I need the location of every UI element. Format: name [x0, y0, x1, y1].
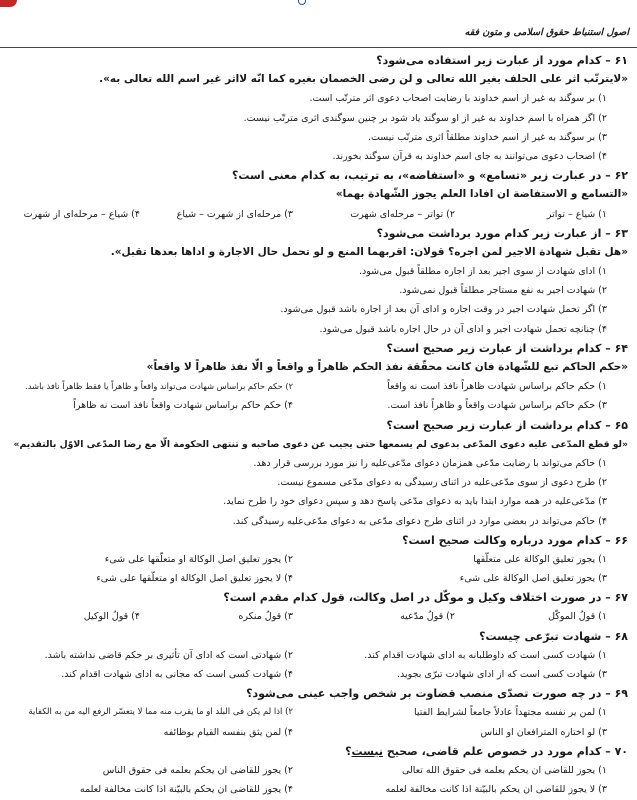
- question-68-options-row-2: [0, 665, 637, 684]
- question-68-options-row-1: [0, 646, 637, 665]
- header-divider: [0, 47, 637, 48]
- question-text: کدام مورد در خصوص علم قاضی، صحیح: [386, 744, 602, 758]
- question-69-option-1: ۱) لمن یر نفسه مجتهداً عادلاً جامعاً لشرایط الفتیا: [413, 707, 607, 719]
- question-number: ۷۰ –: [605, 744, 628, 758]
- question-text: در صورت اختلاف وکیل و موکّل در اصل وکالت، قول کدام مقدم است؟: [223, 591, 602, 605]
- question-64-quote: «حکم الحاکم تبع للشّهادة فان کانت محقّقة نفذ الحکم ظاهراً و واقعاً و الّا نفذ ظاهراً لا واقعاً»: [146, 361, 628, 373]
- question-67-option-4: ۴) قولُ الوکیل: [83, 611, 140, 623]
- question-66-options-row-1: [0, 550, 637, 569]
- question-67-option-1: ۱) قولُ الموکّل: [548, 611, 607, 623]
- question-61-option-3: ۳) بر سوگند به غیر از اسم خداوند مطلقاً اثری مترتّب نیست.: [367, 131, 607, 143]
- question-63-option-3: ۳) اگر تحمل شهادت اجیر در وقت اجاره و ادای آن بعد از اجاره باشد قبول می‌شود.: [280, 304, 607, 316]
- question-67-option-3: ۳) قولُ منکره: [238, 611, 293, 623]
- question-text: کدام مورد از عبارت زیر استفاده می‌شود؟: [376, 54, 602, 67]
- question-62-option-1: ۱) شیاع – تواتر: [546, 208, 607, 220]
- question-64-stem: [0, 339, 637, 358]
- question-70-options-row-2: [0, 780, 637, 799]
- question-64-option-4: ۴) حکم حاکم براساس شهادت واقعاً نافذ است نه ظاهراً: [73, 400, 293, 412]
- question-68-option-4: ۴) شهادت کسی است که مجانی به ادای شهادت اقدام کند.: [61, 669, 293, 680]
- question-text: شهادت تبرّعی چیست؟: [479, 629, 602, 643]
- question-70-stem: [0, 742, 637, 761]
- question-66-option-4: ۴) لا یجوز تعلیق اصل الوکالة او متعلّقها علی شیء: [96, 573, 293, 585]
- question-69-option-2: ۲) اذا لم یکن فی البلد او ما یقرب منه مما لا یتعسّر الرفع الیه من به الکفایة: [28, 707, 293, 718]
- question-70-option-2: ۲) یجوز للقاضی ان یحکم بعلمه فی حقوق الناس: [102, 764, 293, 776]
- question-61-option-2: ۲) اگر همراه با اسم خداوند به غیر از او سوگند یاد شود بر چنین سوگندی اثری مترتّب نیست.: [243, 112, 607, 124]
- exam-page: [0, 51, 637, 799]
- question-70-option-4: ۴) یجوز للقاضی ان یحکم بالبیّنة اذا کانت مخالفة لعلمه: [79, 784, 293, 796]
- question-63-option-4: ۴) چنانچه تحمل شهادت اجیر و ادای آن در حال اجاره باشد قبول می‌شود.: [319, 323, 607, 335]
- question-66-option-3: ۳) یجوز تعلیق اصل الوکالة علی شیء: [459, 573, 607, 585]
- question-70-options-row-1: [0, 761, 637, 780]
- question-text: کدام مورد درباره وکالت صحیح است؟: [402, 533, 602, 547]
- question-68-option-1: ۱) شهادت کسی است که داوطلبانه به ادای شهادت اقدام کند.: [364, 649, 607, 661]
- question-70-option-3: ۳) لا یجوز للقاضی ان یحکم بالبیّنة اذا کانت مخالفة لعلمه: [385, 784, 607, 796]
- question-67-stem: [0, 588, 637, 607]
- question-68-option-2: ۲) شهادتی است که ادای آن تأثیری بر حکم قاضی نداشته باشد.: [44, 649, 293, 661]
- question-67-option-2: ۲) قولُ مدّعیه: [400, 611, 455, 623]
- question-68-stem: [0, 627, 637, 646]
- question-number: ۶۸ –: [605, 629, 628, 643]
- question-68-option-3: ۳) شهادت کسی است که از ادای شهادت تبرّی بجوید.: [397, 669, 607, 680]
- question-62-stem: [0, 166, 637, 185]
- question-text: کدام برداشت از عبارت زیر صحیح است؟: [386, 418, 602, 432]
- question-70-option-1: ۱) یجوز للقاضی ان یحکم بعلمه فی حقوق الله تعالی: [401, 764, 607, 776]
- question-text: از عبارت زیر کدام مورد برداشت می‌شود؟: [376, 226, 602, 240]
- question-64-option-3: ۳) حکم حاکم براساس شهادت واقعاً و ظاهراً نافذ است.: [387, 400, 607, 412]
- question-61-option-4: ۴) اصحاب دعوی می‌توانند به جای اسم خداوند به قرآن سوگند بخورند.: [332, 150, 607, 162]
- question-65-option-3: ۳) مدّعی‌علیه در همه موارد ابتدا باید به دعوای مدّعی پاسخ دهد و سپس دعوای خود را طرح نماید.: [223, 496, 607, 508]
- question-61-stem: [0, 51, 637, 70]
- corner-logo-mark: [0, 0, 17, 7]
- question-63-option-2: ۲) شهادت اجیر به نفع مستاجر مطلقاً قبول نمی‌شود.: [399, 285, 607, 297]
- question-text: کدام برداشت از عبارت زیر صحیح است؟: [386, 341, 602, 355]
- question-61-quote: «لایترتّب اثر علی الحلف بغیر الله تعالی و لن رضی الخصمان بغیره کما انّه لااثر غیر اسم الله تعالی به».: [99, 73, 628, 86]
- question-number: ۶۶ –: [605, 533, 628, 547]
- question-69-option-4: ۴) لمن یثق بنفسه القیام بوظائفه: [163, 726, 293, 738]
- question-66-option-1: ۱) یجوز تعلیق الوکالة علی متعلّقها: [473, 553, 607, 565]
- question-69-option-3: ۳) لو اختاره المترافعان او الناس: [480, 726, 607, 738]
- question-66-stem: [0, 531, 637, 550]
- top-center-mark: [298, 0, 306, 5]
- question-number: ۶۹ –: [605, 687, 628, 701]
- question-number: ۶۲ –: [605, 169, 628, 183]
- question-62-quote: «التسامع و الاستفاضة ان افادا العلم یجوز الشّهادة بهما»: [335, 188, 628, 201]
- question-64-option-1: ۱) حکم حاکم براساس شهادت ظاهراً نافذ است نه واقعاً: [387, 381, 607, 393]
- question-63-quote: «هل تقبل شهادة الاجیر لمن اجره؟ قولان: اقربهما المنع و لو تحمل حال الاجارة و اداها بعدها تقبل».: [110, 245, 628, 258]
- question-62-option-3: ۳) مرحله‌ای از شهرت – شیاع: [176, 208, 293, 220]
- question-text: در چه صورت تصدّی منصب قضاوت بر شخص واجب عینی می‌شود؟: [246, 687, 602, 701]
- question-66-option-2: ۲) یجوز تعلیق اصل الوکالة او متعلّقها علی شیء: [104, 553, 293, 565]
- question-62-options: [0, 205, 637, 224]
- question-number: ۶۷ –: [605, 591, 628, 605]
- question-number: ۶۵ –: [605, 418, 628, 432]
- question-62-option-4: ۴) شیاع – مرحله‌ای از شهرت: [23, 208, 140, 220]
- question-69-options-row-2: [0, 723, 637, 742]
- question-65-option-1: ۱) حاکم می‌تواند با رضایت مدّعی همزمان دعوای مدّعی‌علیه را نیز مورد بررسی قرار دهد.: [253, 457, 607, 469]
- question-number: ۶۴ –: [605, 341, 628, 355]
- question-61-option-1: ۱) بر سوگند به غیر از اسم خداوند با رضایت اصحاب دعوی اثر مترتّب است.: [309, 93, 607, 105]
- question-64-options-row-1: [0, 377, 637, 396]
- question-67-options: [0, 607, 637, 626]
- question-text-end: ؟: [345, 744, 352, 758]
- question-66-options-row-2: [0, 569, 637, 588]
- question-65-quote: «لو قطع المدّعی علیه دعوی المدّعی بدعوی لم یسمعها حتی یجیب عن دعوی صاحبه و تنتهی الحکومة الّا مع رضا المدّعی الاوّل بالتقدیم»: [13, 438, 628, 450]
- question-69-options-row-1: [0, 703, 637, 722]
- question-65-option-4: ۴) حاکم می‌تواند در بعضی موارد در اثنای طرح دعوای مدّعی به دعوای مدّعی‌علیه رسیدگی کند.: [232, 515, 607, 527]
- question-64-option-2: ۲) حکم حاکم براساس شهادت می‌تواند واقعاً و ظاهراً یا فقط ظاهراً نافذ باشد.: [25, 381, 293, 392]
- question-62-option-2: ۲) تواتر – مرحله‌ای شهرت: [350, 208, 455, 220]
- question-63-option-1: ۱) ادای شهادت از سوی اجیر بعد از اجاره مطلقاً قبول می‌شود.: [358, 266, 607, 278]
- question-69-stem: [0, 684, 637, 703]
- question-65-option-2: ۲) طرح دعوی از سوی مدّعی‌علیه در اثنای رسیدگی به دعوای مدّعی مسموع نیست.: [277, 477, 607, 489]
- question-text: در عبارت زیر «تسامع» و «استفاضه»، به ترتیب، به کدام معنی است؟: [231, 169, 602, 183]
- question-63-stem: [0, 224, 637, 243]
- question-64-options-row-2: [0, 396, 637, 415]
- question-number: ۶۱ –: [605, 54, 628, 67]
- question-65-stem: [0, 416, 637, 435]
- page-header-title: اصول استنباط حقوق اسلامی و متون فقه: [464, 27, 629, 38]
- question-number: ۶۳ –: [605, 226, 628, 240]
- question-emphasis: نیست: [351, 744, 383, 758]
